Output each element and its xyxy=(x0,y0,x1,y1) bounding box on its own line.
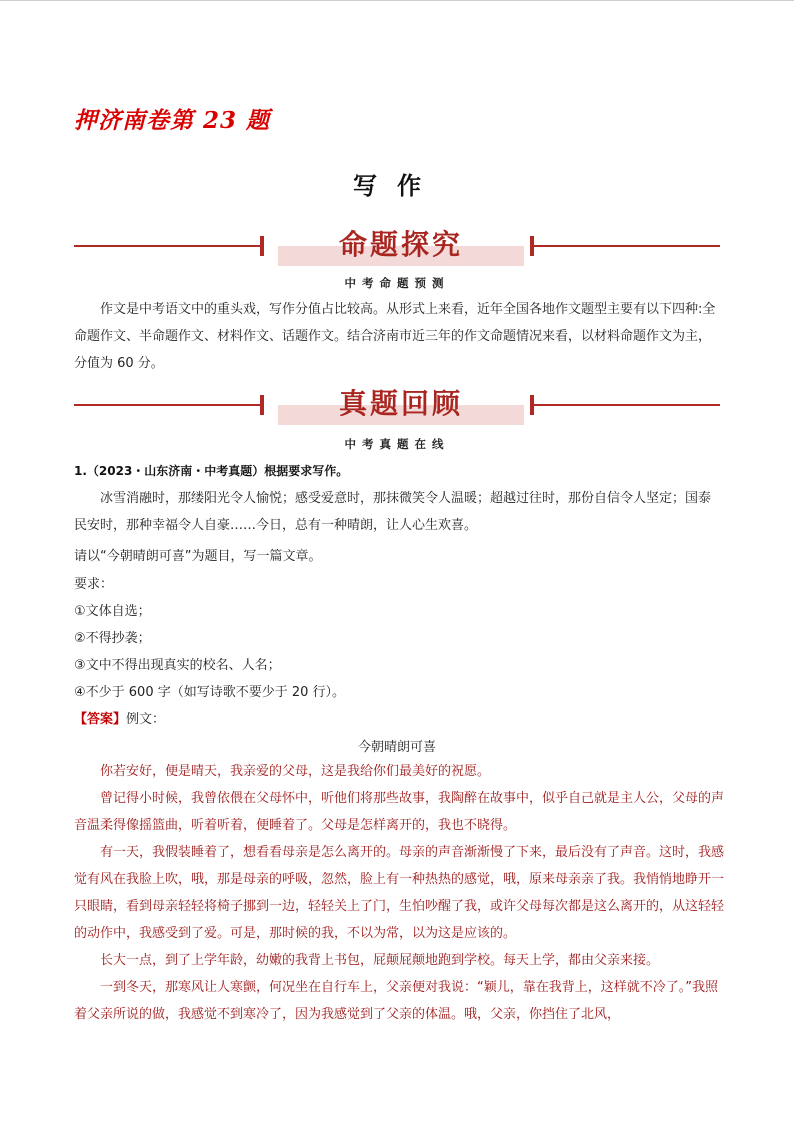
banner-subtitle: 中考真题在线 xyxy=(344,437,450,451)
banner-exploration xyxy=(74,226,720,266)
intro-paragraph: 作文是中考语文中的重头戏，写作分值占比较高。从形式上来看，近年全国各地作文题型主要有以下四种:全命题作文、半命题作文、材料作文、话题作文。结合济南市近三年的作文命题情况来看，以材料命题作文为主，分值为 60 分。 xyxy=(74,302,716,371)
question-prompt: 冰雪消融时，那缕阳光令人愉悦；感受爱意时，那抹微笑令人温暖；超越过往时，那份自信令人坚定；国泰民安时，那种幸福令人自豪……今日，总有一种晴朗，让人心生欢喜。 xyxy=(74,491,712,533)
banner-title: 命题探究 xyxy=(338,228,463,261)
banner-line-right xyxy=(534,245,720,247)
banner-tick-left xyxy=(260,395,264,415)
essay-paragraph: 有一天，我假装睡着了，想看看母亲是怎么离开的。母亲的声音渐渐慢了下来，最后没有了声音。这时，我感觉有风在我脸上吹，哦，那是母亲的呼吸，忽然，脸上有一种热热的感觉，哦，原来母亲亲了我。我悄悄地睁开一只眼睛，看到母亲轻轻将椅子挪到一边，轻轻关上了门，生怕吵醒了我，或许父母每次都是这么离开的，从这轻轻的动作中，我感受到了爱。可是，那时候的我，不以为常，以为这是应该的。 xyxy=(74,845,725,941)
question-instruction: 请以“今朝晴朗可喜”为题目，写一篇文章。 xyxy=(74,549,322,564)
banner-title: 真题回顾 xyxy=(338,387,463,420)
question-heading: 1.（2023・山东济南・中考真题）根据要求写作。 xyxy=(74,464,349,478)
requirement-item: ③文中不得出现真实的校名、人名； xyxy=(74,658,281,673)
essay-paragraph: 你若安好，便是晴天，我亲爱的父母，这是我给你们最美好的祝愿。 xyxy=(100,764,491,779)
answer-tag: 【答案】 xyxy=(74,712,127,727)
banner-line-right xyxy=(534,404,720,406)
essay-paragraph: 长大一点，到了上学年龄，幼嫩的我背上书包，屁颠屁颠地跑到学校。每天上学，都由父亲来接。 xyxy=(100,953,660,968)
essay-paragraph: 曾记得小时候，我曾依偎在父母怀中，听他们将那些故事，我陶醉在故事中，似乎自己就是主人公，父母的声音温柔得像摇篮曲，听着听着，便睡着了。父母是怎样离开的，我也不晓得。 xyxy=(74,791,725,833)
answer-label: 例文： xyxy=(126,712,166,727)
essay-title: 今朝晴朗可喜 xyxy=(357,740,436,755)
top-divider xyxy=(0,0,794,1)
section-title: 写作 xyxy=(353,171,441,200)
essay-paragraph: 一到冬天，那寒风让人寒颤，何况坐在自行车上，父亲便对我说：“颖儿，靠在我背上，这样就不冷了。”我照着父亲所说的做，我感觉不到寒冷了，因为我感觉到了父亲的体温。哦，父亲，你挡住了北风， xyxy=(74,980,718,1022)
answer-line xyxy=(74,708,165,727)
banner-review xyxy=(74,385,720,425)
requirement-item: ②不得抄袭； xyxy=(74,631,151,646)
document-title: 押济南卷第 23 题 xyxy=(74,107,271,134)
requirement-item: ④不少于 600 字（如写诗歌不要少于 20 行）。 xyxy=(74,685,346,700)
requirement-item: ①文体自选； xyxy=(74,604,151,619)
requirements-label: 要求： xyxy=(74,577,114,592)
banner-tick-left xyxy=(260,236,264,256)
essay-body xyxy=(74,758,724,1028)
banner-line-left xyxy=(74,245,260,247)
banner-subtitle: 中考命题预测 xyxy=(344,276,450,290)
banner-line-left xyxy=(74,404,260,406)
